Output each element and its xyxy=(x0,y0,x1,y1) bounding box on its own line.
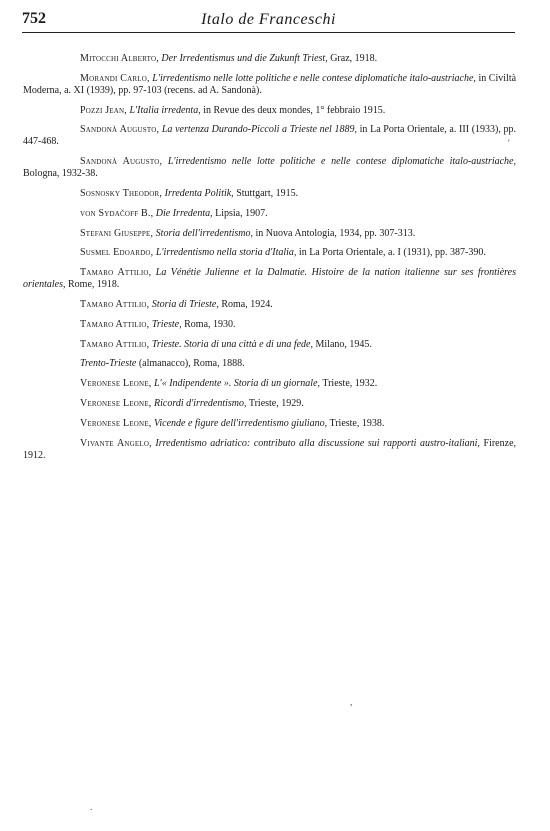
entry-author: Morandi Carlo, xyxy=(80,72,150,84)
print-speck: ' xyxy=(508,138,510,148)
entry-title: La Vénétie Julienne et la Dalmatie. Histoire de la nation italienne sur ses frontières orientales, xyxy=(23,267,516,291)
entry-publication: Graz, 1918. xyxy=(330,53,378,64)
bibliography-entry xyxy=(80,208,516,220)
bibliography-entry xyxy=(80,398,516,410)
entry-publication: Roma, 1924. xyxy=(221,298,273,310)
entry-author: Tamaro Attilio, xyxy=(80,298,150,310)
bibliography-entry xyxy=(80,299,516,311)
entry-title: Trieste, xyxy=(151,318,182,330)
entry-author: Tamaro Attilio, xyxy=(80,318,150,330)
bibliography-entry xyxy=(23,438,516,462)
entry-author: Sandonà Augusto, xyxy=(80,156,163,168)
entry-publication: in Civiltà Moderna, a. XI (1939), pp. 97-103 (recens. ad A. Sandonà). xyxy=(23,72,517,96)
entry-author: Pozzi Jean, xyxy=(80,104,127,116)
entry-title: Der Irredentismus und die Zukunft Triest, xyxy=(161,53,328,64)
print-speck: . xyxy=(90,802,93,812)
entry-author: Sandonà Augusto, xyxy=(80,124,160,136)
entry-title: La vertenza Durando-Piccoli a Trieste nel 1889, xyxy=(161,124,357,136)
bibliography-entry xyxy=(23,267,516,291)
entry-title: Vicende e figure dell'irredentismo giuliano, xyxy=(154,417,328,429)
entry-author: von Sydačoff B., xyxy=(80,207,154,219)
entry-author: Tamaro Attilio, xyxy=(80,338,150,350)
entry-publication: Rome, 1918. xyxy=(68,279,120,291)
entry-publication: Firenze, 1912. xyxy=(23,437,517,461)
entry-author: Vivante Angelo, xyxy=(80,437,152,449)
entry-publication: Stuttgart, 1915. xyxy=(236,187,299,199)
entry-publication: (almanacco), Roma, 1888. xyxy=(138,358,245,370)
bibliography-entry xyxy=(80,418,516,430)
entry-publication: in Nuova Antologia, 1934, pp. 307-313. xyxy=(255,227,416,239)
entry-title: Irredenta Politik, xyxy=(164,187,234,199)
entry-author: Veronese Leone, xyxy=(80,397,152,409)
entry-title: L'irredentismo nelle lotte politiche e nelle contese diplomatiche italo-austriache, xyxy=(167,156,516,168)
entry-publication: in La Porta Orientale, a. I (1931), pp. 387-390. xyxy=(298,247,486,259)
bibliography-entry xyxy=(23,247,516,259)
entry-author: Veronese Leone, xyxy=(80,378,152,390)
entry-author: Tamaro Attilio, xyxy=(80,267,152,279)
bibliography-list xyxy=(23,53,517,469)
bibliography-entry xyxy=(23,156,516,180)
bibliography-entry xyxy=(80,53,516,65)
entry-title: L'« Indipendente ». Storia di un giornale, xyxy=(154,378,321,390)
entry-author: Sosnosky Theodor, xyxy=(80,187,163,199)
bibliography-entry xyxy=(80,358,516,370)
entry-publication: Roma, 1930. xyxy=(184,318,236,330)
entry-author: Mitocchi Alberto, xyxy=(80,53,159,64)
entry-title: Trento-Trieste xyxy=(80,358,137,370)
entry-publication: Trieste, 1938. xyxy=(329,417,385,429)
entry-publication: Lipsia, 1907. xyxy=(215,207,268,219)
entry-title: Storia dell'irredentismo, xyxy=(155,227,253,239)
entry-publication: Trieste, 1932. xyxy=(322,378,378,390)
entry-publication: Trieste, 1929. xyxy=(248,397,304,409)
bibliography-entry xyxy=(80,228,516,240)
entry-title: L'Italia irredenta, xyxy=(129,104,201,116)
running-title: Italo de Franceschi xyxy=(201,11,336,28)
page-number: 752 xyxy=(22,10,46,27)
bibliography-entry xyxy=(80,378,516,390)
page-header xyxy=(22,10,515,33)
entry-publication: in Revue des deux mondes, 1° febbraio 1915. xyxy=(203,104,386,116)
entry-title: L'irredentismo nella storia d'Italia, xyxy=(155,247,297,259)
entry-title: Die Irredenta, xyxy=(155,207,213,219)
entry-title: Ricordi d'irredentismo, xyxy=(154,397,247,409)
bibliography-entry xyxy=(80,188,516,200)
entry-publication: Milano, 1945. xyxy=(315,338,372,350)
bibliography-entry xyxy=(80,339,516,351)
bibliography-entry xyxy=(23,73,516,97)
bibliography-entry xyxy=(80,105,516,117)
entry-author: Susmel Edoardo, xyxy=(80,247,154,259)
entry-title: Irredentismo adriatico: contributo alla discussione sui rapporti austro-italiani, xyxy=(155,437,480,449)
print-speck: , xyxy=(350,697,353,707)
entry-title: Storia di Trieste, xyxy=(151,298,219,310)
entry-author: Veronese Leone, xyxy=(80,417,152,429)
bibliography-entry xyxy=(80,319,516,331)
bibliography-entry xyxy=(23,124,516,148)
entry-publication: in La Porta Orientale, a. III (1933), pp. 447-468. xyxy=(23,124,517,148)
entry-title: Trieste. Storia di una città e di una fede, xyxy=(151,338,313,350)
entry-author: Stefani Giuseppe, xyxy=(80,227,154,239)
entry-title: L'irredentismo nelle lotte politiche e nelle contese diplomatiche italo-austriache, xyxy=(152,72,476,84)
entry-publication: Bologna, 1932-38. xyxy=(23,168,98,180)
